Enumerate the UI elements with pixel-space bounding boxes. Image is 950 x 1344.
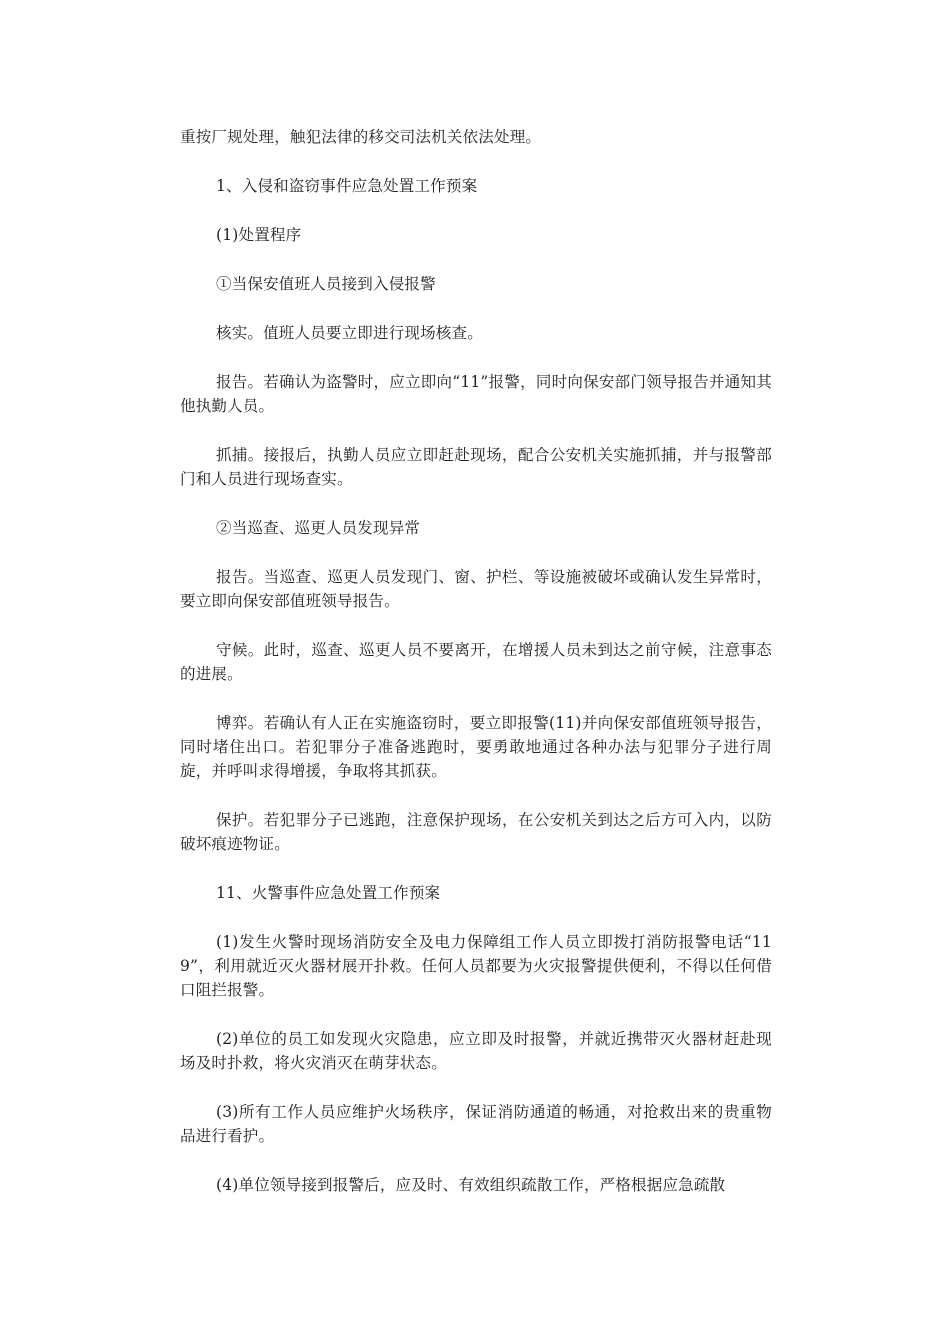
subsection-heading: ①当保安值班人员接到入侵报警 — [216, 275, 436, 293]
subsection-heading: (1)处置程序 — [216, 226, 302, 244]
paragraph: 守候。此时，巡查、巡更人员不要离开，在增援人员未到达之前守候，注意事态的进展。 — [180, 641, 772, 683]
paragraph: (1)发生火警时现场消防安全及电力保障组工作人员立即拨打消防报警电话“119”，利用就近灭火器材展开扑救。任何人员都要为火灾报警提供便利，不得以任何借口阻拦报警。 — [180, 933, 772, 999]
paragraph: 保护。若犯罪分子已逃跑，注意保护现场，在公安机关到达之后方可入内，以防破坏痕迹物证。 — [180, 811, 772, 853]
paragraph: (4)单位领导接到报警后，应及时、有效组织疏散工作，严格根据应急疏散 — [216, 1176, 726, 1194]
paragraph: 核实。值班人员要立即进行现场核查。 — [216, 324, 483, 342]
paragraph: (2)单位的员工如发现火灾隐患，应立即及时报警，并就近携带灭火器材赶赴现场及时扑救，将火灾消灭在萌芽状态。 — [180, 1030, 772, 1072]
subsection-heading: ②当巡查、巡更人员发现异常 — [216, 519, 421, 537]
paragraph: 报告。若确认为盗警时，应立即向“11”报警，同时向保安部门领导报告并通知其他执勤人员。 — [180, 373, 772, 415]
document-body — [180, 125, 772, 1222]
paragraph: 抓捕。接报后，执勤人员应立即赶赴现场，配合公安机关实施抓捕，并与报警部门和人员进行现场查实。 — [180, 446, 772, 488]
paragraph: 博弈。若确认有人正在实施盗窃时，要立即报警(11)并向保安部值班领导报告，同时堵住出口。若犯罪分子准备逃跑时，要勇敢地通过各种办法与犯罪分子进行周旋，并呼叫求得增援，争取将其抓获。 — [180, 714, 772, 780]
paragraph: (3)所有工作人员应维护火场秩序，保证消防通道的畅通，对抢救出来的贵重物品进行看护。 — [180, 1103, 772, 1145]
section-heading: 11、火警事件应急处置工作预案 — [216, 884, 441, 902]
paragraph: 报告。当巡查、巡更人员发现门、窗、护栏、等设施被破坏或确认发生异常时，要立即向保安部值班领导报告。 — [180, 568, 772, 610]
section-heading: 1、入侵和盗窃事件应急处置工作预案 — [216, 177, 478, 195]
paragraph: 重按厂规处理，触犯法律的移交司法机关依法处理。 — [180, 128, 542, 146]
